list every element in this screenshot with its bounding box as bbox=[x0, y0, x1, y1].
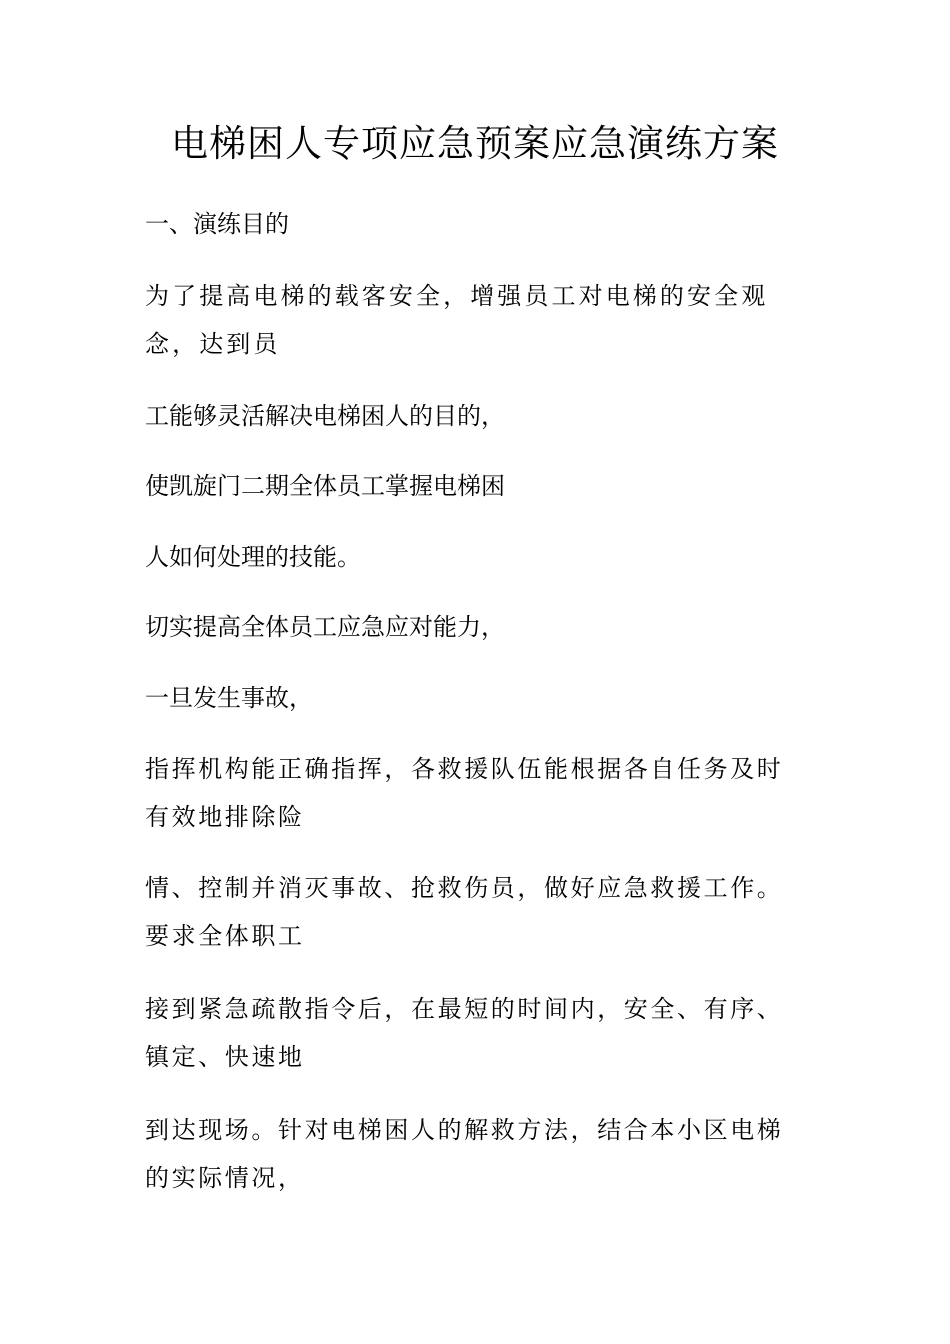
paragraph-7 bbox=[145, 745, 810, 841]
paragraph-line: 有效地排除险 bbox=[145, 803, 305, 831]
paragraph-line: 镇定、快速地 bbox=[145, 1043, 305, 1071]
paragraph-4 bbox=[145, 533, 810, 581]
paragraph-line: 一旦发生事故， bbox=[145, 684, 313, 712]
paragraph-line: 接到紧急疏散指令后，在最短的时间内，安全、有序、 bbox=[145, 995, 784, 1023]
paragraph-line: 人如何处理的技能。 bbox=[145, 543, 361, 571]
paragraph-line: 的实际情况， bbox=[145, 1164, 305, 1192]
paragraph-9 bbox=[145, 985, 810, 1081]
paragraph-8 bbox=[145, 864, 810, 960]
paragraph-line: 使凯旋门二期全体员工掌握电梯困 bbox=[145, 472, 505, 500]
paragraph-2 bbox=[145, 392, 810, 440]
paragraph-10 bbox=[145, 1106, 810, 1202]
paragraph-line: 工能够灵活解决电梯困人的目的， bbox=[145, 402, 505, 430]
paragraph-line: 情、控制并消灭事故、抢救伤员，做好应急救援工作。 bbox=[145, 874, 784, 902]
paragraph-line: 指挥机构能正确指挥，各救援队伍能根据各自任务及时 bbox=[145, 755, 784, 783]
paragraph-3 bbox=[145, 462, 810, 510]
paragraph-line: 念，达到员 bbox=[145, 330, 281, 358]
paragraph-line: 要求全体职工 bbox=[145, 922, 305, 950]
section-heading: 一、演练目的 bbox=[145, 210, 289, 238]
document-title: 电梯困人专项应急预案应急演练方案 bbox=[171, 122, 779, 165]
paragraph-line: 到达现场。针对电梯困人的解救方法，结合本小区电梯 bbox=[145, 1116, 784, 1144]
paragraph-line: 切实提高全体员工应急应对能力， bbox=[145, 613, 505, 641]
paragraph-line: 为了提高电梯的载客安全，增强员工对电梯的安全观 bbox=[145, 282, 769, 310]
paragraph-1 bbox=[145, 272, 810, 368]
paragraph-5 bbox=[145, 603, 810, 651]
paragraph-6 bbox=[145, 674, 810, 722]
